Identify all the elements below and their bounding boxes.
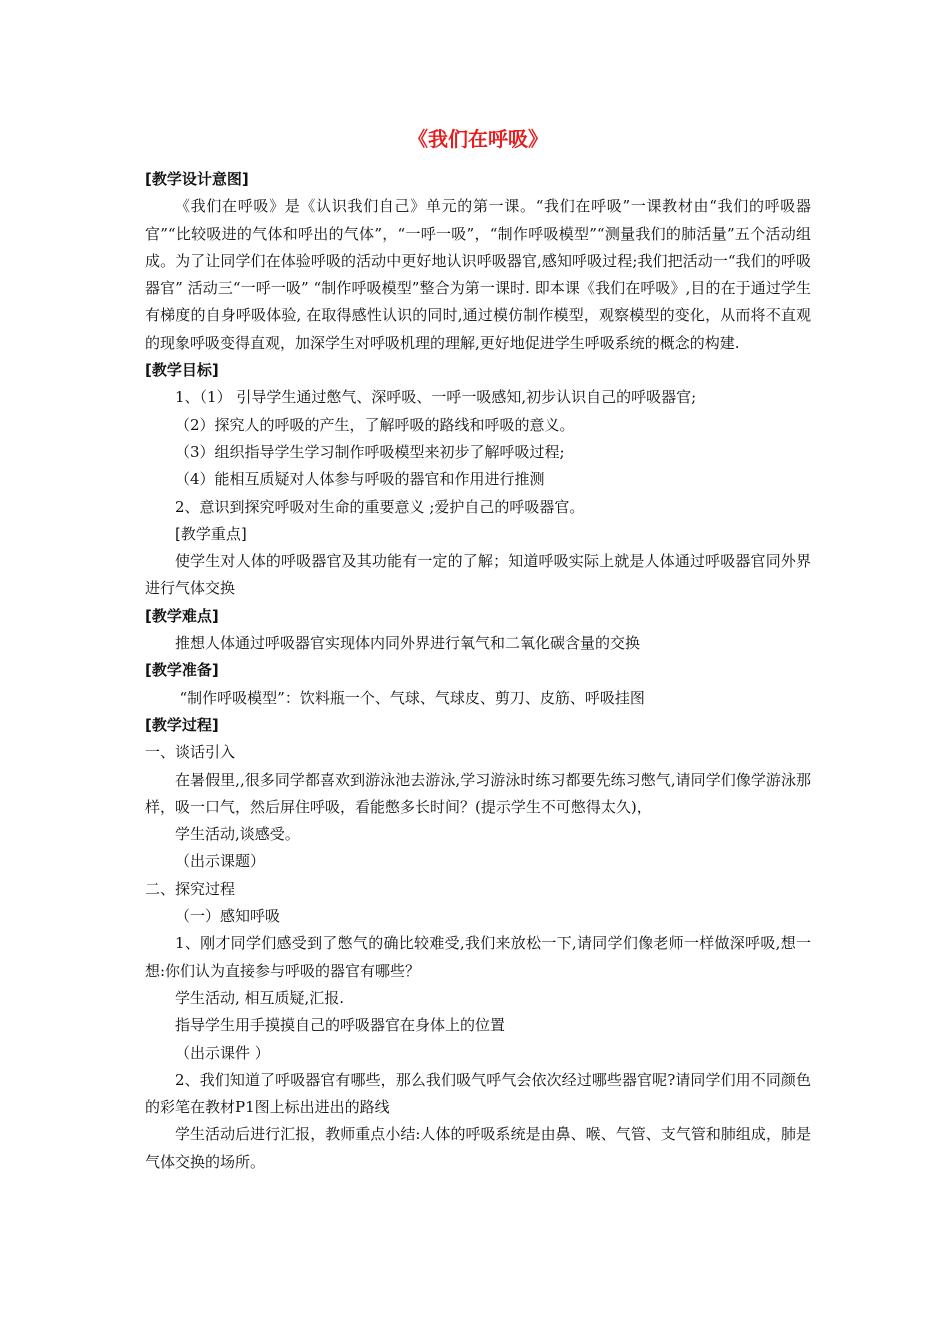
step1-show-title: （出示课题）: [175, 852, 266, 871]
step2-question-1: 1、刚才同学们感受到了憋气的确比较难受,我们来放松一下,请同学们像老师一样做深呼吸,想一想:你们认为直接参与呼吸的器官有哪些？: [145, 934, 811, 980]
design-heading: [教学设计意图]: [145, 170, 249, 188]
document-body: [145, 124, 811, 1176]
prep-paragraph: “制作呼吸模型”：饮料瓶一个、气球、气球皮、剪刀、皮筋、呼吸挂图: [179, 688, 645, 707]
step1-heading: 一、谈话引入: [145, 743, 236, 762]
goals-heading: [教学目标]: [145, 361, 219, 380]
prep-heading: [教学准备]: [145, 661, 219, 680]
difficulty-paragraph: 推想人体通过呼吸器官实现体内同外界进行氧气和二氧化碳含量的交换: [175, 634, 641, 653]
document-title: 《我们在呼吸》: [408, 127, 548, 151]
key-paragraph: 使学生对人体的呼吸器官及其功能有一定的了解；知道呼吸实际上就是人体通过呼吸器官同外界进行气体交换: [145, 552, 811, 598]
step2-question-2: 2、我们知道了呼吸器官有哪些，那么我们吸气呼气会依次经过哪些器官呢?请同学们用不同颜色的彩笔在教材P1图上标出进出的路线: [145, 1070, 811, 1117]
step2-activity: 学生活动, 相互质疑,汇报.: [175, 988, 345, 1007]
process-heading: [教学过程]: [145, 715, 219, 734]
step2-summary: 学生活动后进行汇报，教师重点小结:人体的呼吸系统是由鼻、喉、气管、支气管和肺组成，肺是气体交换的场所。: [145, 1125, 811, 1171]
step1-activity: 学生活动,谈感受。: [175, 825, 300, 844]
step1-paragraph: 在暑假里,,很多同学都喜欢到游泳池去游泳,学习游泳时练习都要先练习憋气,请同学们像学游泳那样，吸一口气，然后屏住呼吸，看能憋多长时间？(提示学生不可憋得太久)，: [145, 770, 811, 816]
goal-1-3: （3）组织指导学生学习制作呼吸模型来初步了解呼吸过程;: [175, 442, 565, 461]
goal-1-2: （2）探究人的呼吸的产生，了解呼吸的路线和呼吸的意义。: [175, 415, 575, 434]
step2-subheading: （一）感知呼吸: [175, 907, 281, 926]
goal-1-4: （4）能相互质疑对人体参与呼吸的器官和作用进行推测: [175, 470, 545, 489]
step2-heading: 二、探究过程: [145, 879, 236, 898]
difficulty-heading: [教学难点]: [145, 606, 219, 625]
key-heading: [教学重点]: [175, 524, 247, 543]
step2-show-courseware: （出示课件 ）: [175, 1043, 270, 1062]
design-paragraph: 《我们在呼吸》是《认识我们自己》单元的第一课。“我们在呼吸”一课教材由“我们的呼吸器官”“比较吸进的气体和呼出的气体”，“一呼一吸”，“制作呼吸模型”“测量我们的肺活量”五个活动组成。为了让同学们在体验呼吸的活动中更好地认识呼吸器官,感知呼吸过程;我们把活动一“我们的呼吸器官” 活动三“一呼一吸” “制作呼吸模型”整合为第一课时. 即本课《我们在呼吸》,目的在于通过学生有梯度的自身呼吸体验, 在取得感性认识的同时,通过模仿制作模型，观察模型的变化，从而将不直观的现象呼吸变得直观，加深学生对呼吸机理的理解,更好地促进学生呼吸系统的概念的构建.: [145, 197, 811, 352]
step2-guide: 指导学生用手摸摸自己的呼吸器官在身体上的位置: [175, 1016, 506, 1035]
goal-2: 2、意识到探究呼吸对生命的重要意义 ;爱护自己的呼吸器官。: [175, 497, 585, 516]
goal-1-1: 1、（1） 引导学生通过憋气、深呼吸、一呼一吸感知,初步认识自己的呼吸器官;: [175, 388, 697, 407]
